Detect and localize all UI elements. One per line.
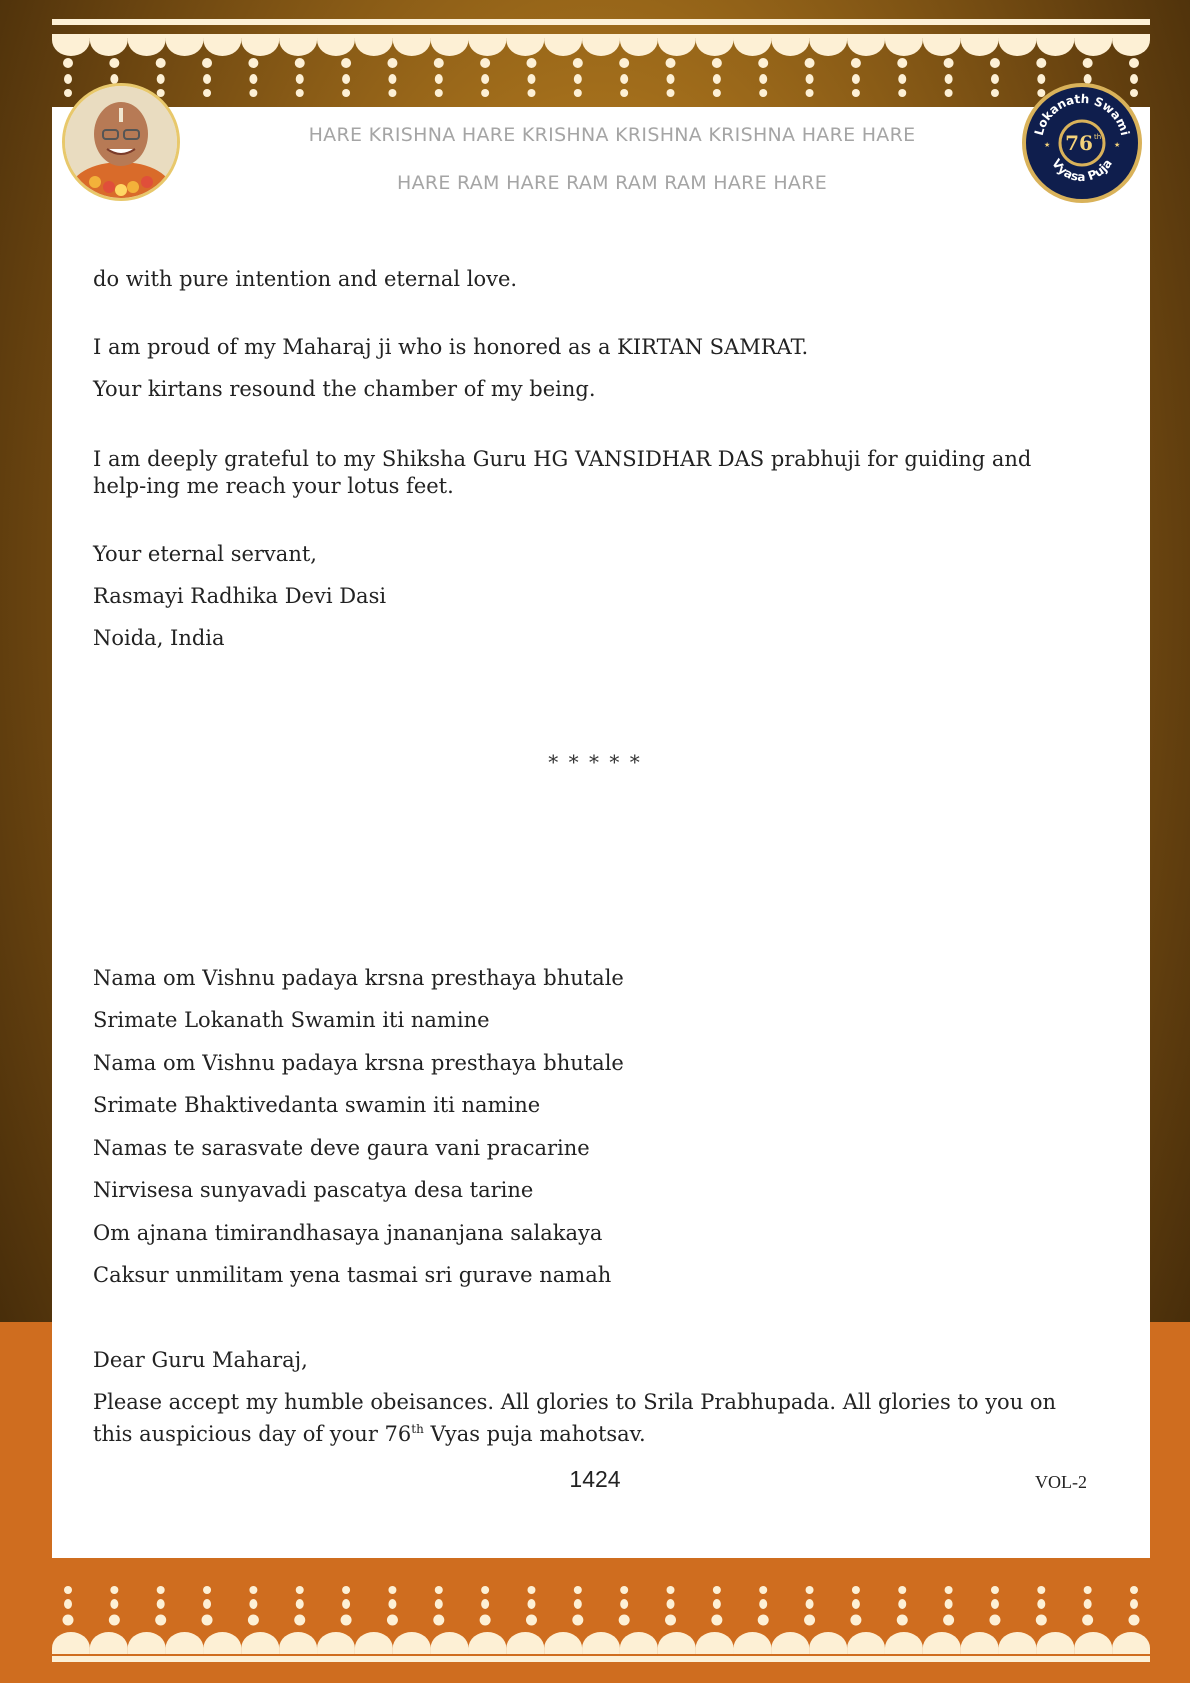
author-location: Noida, India — [93, 626, 225, 650]
prayer-line: Nama om Vishnu padaya krsna presthaya bhutale — [93, 1051, 624, 1075]
top-scallop-border — [52, 34, 1150, 106]
paragraph-kirtan-samrat: I am proud of my Maharaj ji who is honored as a KIRTAN SAMRAT. — [93, 335, 809, 359]
badge-name: Lokanath Swami — [1031, 91, 1133, 137]
prayer-line: Caksur unmilitam yena tasmai sri gurave namah — [93, 1263, 612, 1287]
prayer-line: Srimate Lokanath Swamin iti namine — [93, 1008, 490, 1032]
svg-text:★: ★ — [1044, 141, 1051, 149]
badge-suffix: th — [1094, 133, 1102, 141]
bottom-border-line — [52, 1656, 1150, 1662]
section-separator: * * * * * — [548, 750, 642, 774]
prayer-line: Namas te sarasvate deve gaura vani pracarine — [93, 1136, 590, 1160]
page-number: 1424 — [569, 1466, 621, 1492]
prayer-line: Srimate Bhaktivedanta swamin iti namine — [93, 1093, 541, 1117]
closing-line: Your eternal servant, — [93, 542, 317, 566]
mantra-line-2: HARE RAM HARE RAM RAM RAM HARE HARE — [396, 172, 828, 194]
prayer-line: Om ajnana timirandhasaya jnananjana salakaya — [93, 1221, 603, 1245]
mantra-line-1: HARE KRISHNA HARE KRISHNA KRISHNA KRISHNA HARE HARE — [308, 124, 916, 146]
volume-label: VOL-2 — [1035, 1472, 1087, 1492]
paragraph-gratitude: I am deeply grateful to my Shiksha Guru HG VANSIDHAR DAS prabhuji for guiding and help-ing me reach your lotus feet. — [93, 447, 1032, 498]
prayer-line: Nama om Vishnu padaya krsna presthaya bhutale — [93, 966, 624, 990]
top-border-line — [52, 19, 1150, 25]
page-content-area — [52, 107, 1150, 1558]
author-name: Rasmayi Radhika Devi Dasi — [93, 584, 387, 608]
badge-caption: Vyasa Puja — [1049, 156, 1115, 185]
guru-portrait — [62, 83, 180, 201]
bottom-scallop-border — [52, 1584, 1150, 1654]
salutation: Dear Guru Maharaj, — [93, 1348, 308, 1372]
paragraph-kirtans: Your kirtans resound the chamber of my being. — [93, 377, 596, 401]
badge-number: 76 — [1065, 131, 1093, 155]
paragraph-intention: do with pure intention and eternal love. — [93, 267, 518, 291]
letter-opening: Please accept my humble obeisances. All glories to Srila Prabhupada. All glories to you on this auspicious day of your 76th Vyas puja mahotsav. — [93, 1390, 1057, 1446]
vyasa-puja-badge — [1022, 83, 1142, 203]
svg-text:★: ★ — [1114, 141, 1121, 149]
prayer-line: Nirvisesa sunyavadi pascatya desa tarine — [93, 1178, 534, 1202]
